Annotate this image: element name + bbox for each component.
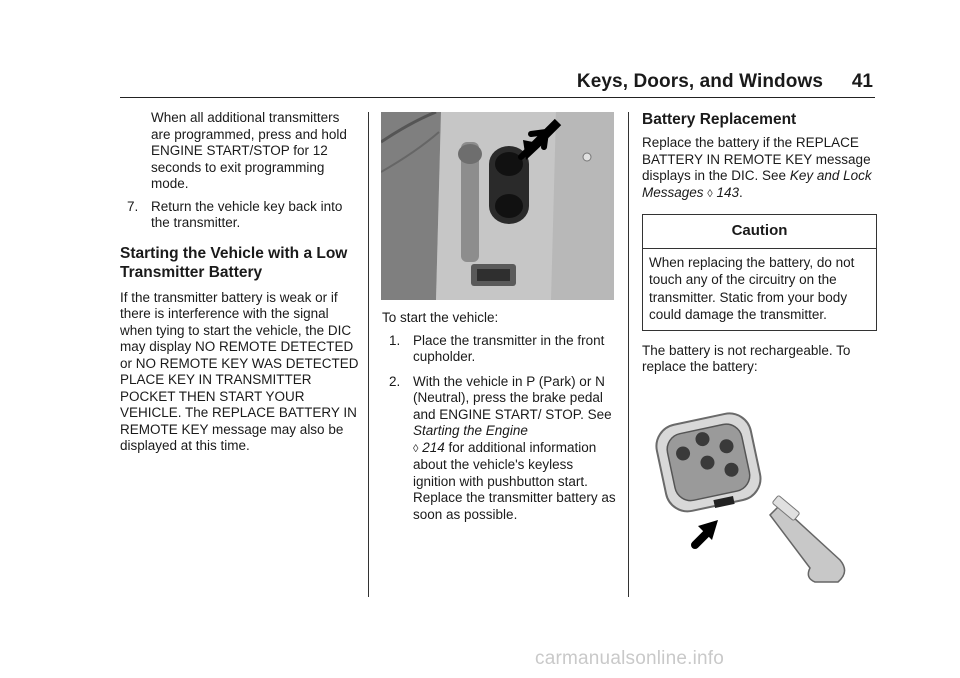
low-battery-paragraph: If the transmitter battery is weak or if there is interference with the signal when tying to start the vehicle, the DIC may display NO REMOTE DETECTED or NO REMOTE KEY WAS DETECTED PLACE KEY IN TRANSMITTER POCKET THEN START YOUR VEHICLE. The REPLACE BATTERY IN REMOTE KEY message may also be displayed at this time. — [120, 289, 359, 453]
step-text-cont: for additional information about the vehicle's keyless ignition with pushbutton start. — [413, 439, 597, 489]
starting-engine-link[interactable]: Starting the Engine — [413, 423, 528, 438]
cupholder-illustration — [381, 112, 614, 300]
caution-title: Caution — [643, 215, 876, 249]
battery-replacement-heading: Battery Replacement — [642, 111, 797, 128]
watermark: carmanualsonline.info — [535, 648, 725, 669]
page-number: 41 — [851, 71, 873, 92]
column-divider-2 — [628, 112, 629, 597]
column-divider-1 — [368, 112, 369, 597]
step-number: 2. — [389, 373, 401, 389]
page-ref-icon: ◊ — [413, 442, 419, 455]
column-2 — [382, 310, 617, 523]
battery-replacement-paragraph: Replace the battery if the REPLACE BATTERY IN REMOTE KEY message displays in the DIC. See Key and Lock Messages ◊ 143. — [642, 135, 872, 200]
low-battery-heading: Starting the Vehicle with a Low Transmitter Battery — [120, 244, 348, 281]
replace-battery-note: Replace the transmitter battery as soon as possible. — [413, 490, 616, 522]
step-text: Return the vehicle key back into the transmitter. — [151, 198, 343, 230]
step-7 — [120, 199, 360, 232]
start-intro: To start the vehicle: — [382, 310, 499, 325]
header-rule — [120, 97, 875, 98]
not-rechargeable-paragraph: The battery is not rechargeable. To replace the battery: — [642, 342, 851, 374]
step-text: With the vehicle in P (Park) or N (Neutral), press the brake pedal and ENGINE START/ STOP. See — [413, 373, 612, 422]
page-header — [120, 69, 875, 95]
programming-continued-text: When all additional transmitters are programmed, press and hold ENGINE START/STOP for 12 seconds to exit programming mode. — [151, 110, 347, 191]
step-2 — [382, 374, 617, 491]
step-text: Place the transmitter in the front cupholder. — [413, 332, 605, 364]
column-1 — [120, 110, 360, 455]
page-ref-icon: ◊ — [707, 187, 713, 200]
key-lock-messages-link[interactable]: Key and Lock Messages — [642, 168, 872, 200]
page-ref-number[interactable]: 143 — [716, 184, 740, 200]
section-title: Keys, Doors, and Windows — [576, 71, 823, 92]
step-number: 7. — [127, 198, 139, 214]
column-3 — [642, 110, 877, 376]
step-1 — [382, 333, 617, 366]
key-fob-illustration — [650, 400, 872, 590]
caution-text: When replacing the battery, do not touch any of the circuitry on the transmitter. Static from your body could damage the transmitter. — [649, 254, 855, 322]
caution-box — [642, 214, 877, 331]
step-number: 1. — [389, 332, 401, 348]
page-ref-number[interactable]: 214 — [422, 439, 445, 455]
